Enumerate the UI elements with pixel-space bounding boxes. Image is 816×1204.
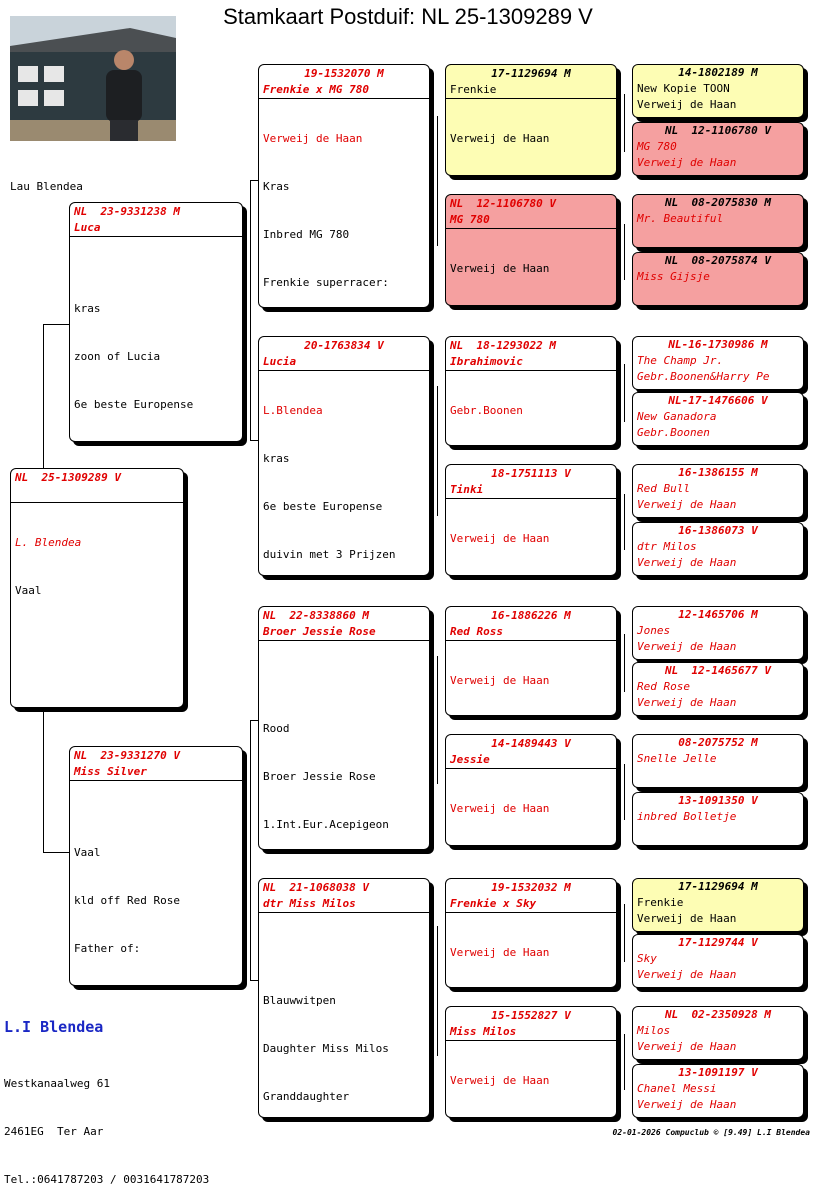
pigeon-name: Miss Gijsje bbox=[637, 270, 710, 283]
pigeon-name: Red Rose bbox=[637, 680, 690, 693]
breeder-address bbox=[4, 1044, 209, 1204]
pigeon-name: The Champ Jr. bbox=[637, 354, 724, 367]
pigeon-name: Tinki bbox=[450, 483, 484, 496]
description-line: Vaal bbox=[15, 584, 42, 597]
ring-number: 16-1386155 M bbox=[678, 466, 758, 479]
pigeon-name: Sky bbox=[637, 952, 657, 965]
ring-number: 20-1763834 V bbox=[304, 339, 384, 352]
description-line: 1.Int.Eur.Acepigeon bbox=[263, 818, 389, 831]
connector bbox=[624, 364, 625, 422]
owner: Verweij de Haan bbox=[450, 1074, 550, 1087]
owner: Verweij de Haan bbox=[450, 674, 550, 687]
pigeon-name: New Ganadora bbox=[637, 410, 717, 423]
owner: Verweij de Haan bbox=[637, 1098, 737, 1111]
ring-number: NL 23-9331270 V bbox=[74, 749, 180, 762]
pigeon-name: Miss Silver bbox=[74, 765, 147, 778]
owner: Gebr.Boonen bbox=[450, 404, 523, 417]
connector bbox=[250, 720, 258, 721]
connector bbox=[43, 324, 44, 470]
pigeon-card-g4-15[interactable] bbox=[632, 1006, 804, 1060]
pigeon-name: Frenkie bbox=[637, 896, 684, 909]
connector bbox=[437, 926, 438, 1056]
ring-number: 14-1802189 M bbox=[678, 66, 758, 79]
connector bbox=[624, 224, 625, 280]
pigeon-card-gp2[interactable] bbox=[258, 336, 430, 576]
ring-number: 19-1532070 M bbox=[304, 67, 384, 80]
pigeon-card-g4-7[interactable] bbox=[632, 464, 804, 518]
ring-number: NL 08-2075874 V bbox=[665, 254, 771, 267]
pigeon-name: Miss Milos bbox=[450, 1025, 517, 1038]
owner: Verweij de Haan bbox=[263, 132, 363, 145]
print-stamp: 02-01-2026 Compuclub © [9.49] L.I Blendea bbox=[612, 1128, 810, 1137]
ring-number: 16-1386073 V bbox=[678, 524, 758, 537]
pigeon-card-g4-2[interactable] bbox=[632, 122, 804, 176]
pigeon-card-ggp4[interactable] bbox=[445, 464, 617, 576]
page-title: Stamkaart Postduif: NL 25-1309289 V bbox=[223, 4, 593, 29]
connector bbox=[43, 852, 69, 853]
pigeon-card-gp3[interactable] bbox=[258, 606, 430, 850]
description-line: 6e beste Europense bbox=[74, 398, 194, 411]
pigeon-name: Frenkie x MG 780 bbox=[263, 83, 369, 96]
owner: Verweij de Haan bbox=[637, 498, 737, 511]
pigeon-card-g4-14[interactable] bbox=[632, 934, 804, 988]
pigeon-name: MG 780 bbox=[637, 140, 677, 153]
pigeon-card-mother[interactable] bbox=[69, 746, 243, 986]
connector bbox=[624, 94, 625, 152]
connector bbox=[624, 1034, 625, 1090]
owner: Verweij de Haan bbox=[637, 98, 737, 111]
pigeon-card-g4-8[interactable] bbox=[632, 522, 804, 576]
ring-number: 17-1129744 V bbox=[678, 936, 758, 949]
owner: Verweij de Haan bbox=[637, 968, 737, 981]
ring-number: 17-1129694 M bbox=[678, 880, 758, 893]
ring-number: 14-1489443 V bbox=[491, 737, 571, 750]
connector bbox=[250, 980, 258, 981]
ring-number: 12-1465706 M bbox=[678, 608, 758, 621]
connector bbox=[250, 180, 251, 440]
connector bbox=[624, 494, 625, 550]
ring-number: 19-1532032 M bbox=[491, 881, 571, 894]
pigeon-card-ggp6[interactable] bbox=[445, 734, 617, 846]
pigeon-card-g4-13[interactable] bbox=[632, 878, 804, 932]
pigeon-card-g4-16[interactable] bbox=[632, 1064, 804, 1118]
ring-number: NL 02-2350928 M bbox=[665, 1008, 771, 1021]
phone-line: Tel.:0641787203 / 0031641787203 bbox=[4, 1173, 210, 1186]
pigeon-card-gp1[interactable] bbox=[258, 64, 430, 308]
pigeon-name: Snelle Jelle bbox=[637, 752, 717, 765]
ring-number: NL 21-1068038 V bbox=[263, 881, 369, 894]
breeder-name: L.I Blendea bbox=[4, 1018, 104, 1036]
connector bbox=[43, 708, 44, 852]
pigeon-name: Luca bbox=[74, 221, 101, 234]
owner: L. Blendea bbox=[15, 536, 82, 549]
pigeon-card-g4-4[interactable] bbox=[632, 252, 804, 306]
connector bbox=[624, 634, 625, 692]
description-line: duivin met 3 Prijzen bbox=[263, 548, 396, 561]
owner: Verweij de Haan bbox=[637, 640, 737, 653]
address-line: Westkanaalweg 61 bbox=[4, 1077, 110, 1090]
description-line: Rood bbox=[263, 722, 290, 735]
pigeon-card-ggp2[interactable] bbox=[445, 194, 617, 306]
pigeon-card-g4-1[interactable] bbox=[632, 64, 804, 118]
description-line: Daughter Miss Milos bbox=[263, 1042, 389, 1055]
connector bbox=[437, 656, 438, 784]
ring-number: 15-1552827 V bbox=[491, 1009, 571, 1022]
owner: Verweij de Haan bbox=[450, 802, 550, 815]
connector bbox=[43, 324, 69, 325]
pigeon-card-father[interactable] bbox=[69, 202, 243, 442]
owner: Verweij de Haan bbox=[450, 946, 550, 959]
description-line: Kras bbox=[263, 180, 290, 193]
ring-number: NL 08-2075830 M bbox=[665, 196, 771, 209]
description-line: kras bbox=[74, 302, 101, 315]
owner: Verweij de Haan bbox=[637, 156, 737, 169]
ring-number: 16-1886226 M bbox=[491, 609, 571, 622]
pigeon-card-ggp8[interactable] bbox=[445, 1006, 617, 1118]
description-line: Blauwwitpen bbox=[263, 994, 336, 1007]
pigeon-card-g4-5[interactable] bbox=[632, 336, 804, 390]
description-line: Inbred MG 780 bbox=[263, 228, 350, 241]
city-line: 2461EG Ter Aar bbox=[4, 1125, 104, 1138]
ring-number: NL 18-1293022 M bbox=[450, 339, 556, 352]
ring-number: 13-1091350 V bbox=[678, 794, 758, 807]
pigeon-name: Red Bull bbox=[637, 482, 690, 495]
pigeon-card-g4-11[interactable] bbox=[632, 734, 804, 788]
pigeon-name: Ibrahimovic bbox=[450, 355, 523, 368]
pigeon-card-g4-10[interactable] bbox=[632, 662, 804, 716]
description-line: Frenkie superracer: bbox=[263, 276, 389, 289]
pigeon-card-g4-12[interactable] bbox=[632, 792, 804, 846]
pigeon-card-ggp1[interactable] bbox=[445, 64, 617, 176]
pigeon-name: Milos bbox=[637, 1024, 671, 1037]
connector bbox=[250, 440, 258, 441]
ring-number: 18-1751113 V bbox=[491, 467, 571, 480]
pigeon-name: dtr Milos bbox=[637, 540, 697, 553]
connector bbox=[437, 386, 438, 516]
connector bbox=[437, 116, 438, 246]
pigeon-name: Frenkie bbox=[450, 83, 497, 96]
owner: Verweij de Haan bbox=[637, 696, 737, 709]
pigeon-name: Chanel Messi bbox=[637, 1082, 717, 1095]
pigeon-card-ggp3[interactable] bbox=[445, 336, 617, 446]
ring-number: 17-1129694 M bbox=[491, 67, 571, 80]
description-line: 6e beste Europense bbox=[263, 500, 383, 513]
owner: Verweij de Haan bbox=[450, 132, 550, 145]
description-line: kld off Red Rose bbox=[74, 894, 180, 907]
connector bbox=[250, 180, 258, 181]
owner: Verweij de Haan bbox=[637, 1040, 737, 1053]
pigeon-name: MG 780 bbox=[450, 213, 490, 226]
description-line: Broer Jessie Rose bbox=[263, 770, 376, 783]
ring-number: 13-1091197 V bbox=[678, 1066, 758, 1079]
connector bbox=[624, 764, 625, 820]
owner: Gebr.Boonen&Harry Pe bbox=[637, 370, 770, 383]
owner: Verweij de Haan bbox=[637, 556, 737, 569]
pigeon-name: dtr Miss Milos bbox=[263, 897, 356, 910]
pigeon-card-g4-3[interactable] bbox=[632, 194, 804, 248]
pigeon-name: Frenkie x Sky bbox=[450, 897, 537, 910]
pigeon-name: Jones bbox=[637, 624, 671, 637]
pigeon-card-ggp5[interactable] bbox=[445, 606, 617, 716]
ring-number: NL 12-1106780 V bbox=[450, 197, 556, 210]
pigeon-name: Jessie bbox=[450, 753, 490, 766]
connector bbox=[250, 720, 251, 980]
pigeon-name: Broer Jessie Rose bbox=[263, 625, 376, 638]
owner: Gebr.Boonen bbox=[637, 426, 710, 439]
description-line: kras bbox=[263, 452, 290, 465]
ring-number: NL-16-1730986 M bbox=[668, 338, 768, 351]
pigeon-card-g4-6[interactable] bbox=[632, 392, 804, 446]
connector bbox=[624, 904, 625, 962]
pigeon-name: New Kopie TOON bbox=[637, 82, 730, 95]
ring-number: NL 25-1309289 V bbox=[15, 471, 121, 484]
breeder-photo bbox=[10, 16, 176, 141]
description-line: zoon of Lucia bbox=[74, 350, 161, 363]
ring-number: 08-2075752 M bbox=[678, 736, 758, 749]
pigeon-card-g4-9[interactable] bbox=[632, 606, 804, 660]
description-line: Granddaughter bbox=[263, 1090, 350, 1103]
pigeon-name: Red Ross bbox=[450, 625, 503, 638]
ring-number: NL-17-1476606 V bbox=[668, 394, 768, 407]
description-line: Vaal bbox=[74, 846, 101, 859]
ring-number: NL 12-1106780 V bbox=[665, 124, 771, 137]
owner: Verweij de Haan bbox=[637, 912, 737, 925]
pigeon-card-ggp7[interactable] bbox=[445, 878, 617, 988]
pigeon-name: inbred Bolletje bbox=[637, 810, 737, 823]
owner: Verweij de Haan bbox=[450, 262, 550, 275]
pigeon-card-main[interactable] bbox=[10, 468, 184, 708]
ring-number: NL 22-8338860 M bbox=[263, 609, 369, 622]
pigeon-name: Mr. Beautiful bbox=[637, 212, 724, 225]
breeder-name-top: Lau Blendea bbox=[10, 180, 83, 193]
ring-number: NL 12-1465677 V bbox=[665, 664, 771, 677]
pigeon-card-gp4[interactable] bbox=[258, 878, 430, 1118]
owner: L.Blendea bbox=[263, 404, 323, 417]
ring-number: NL 23-9331238 M bbox=[74, 205, 180, 218]
owner: Verweij de Haan bbox=[450, 532, 550, 545]
description-line: Father of: bbox=[74, 942, 141, 955]
pigeon-name: Lucia bbox=[263, 355, 297, 368]
